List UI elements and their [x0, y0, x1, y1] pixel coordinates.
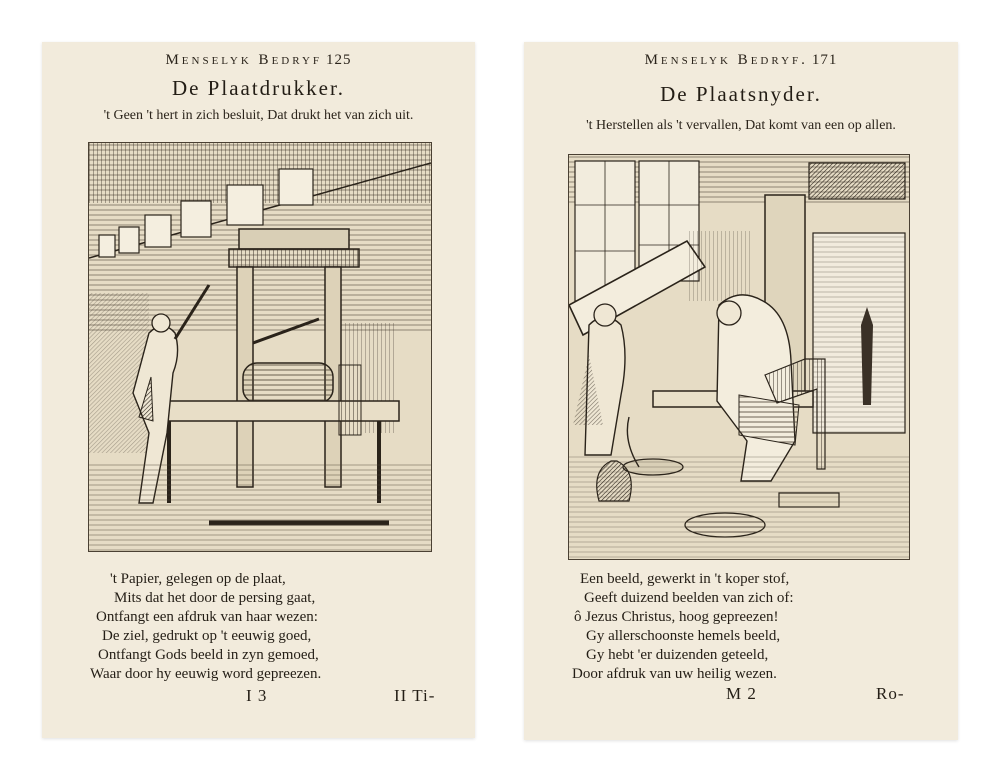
page-number: 125: [326, 52, 352, 68]
signature-mark: M 2: [726, 684, 757, 703]
engraving-plate-engraver: [568, 154, 910, 560]
verse-line: Door afdruk van uw heilig wezen.: [572, 666, 777, 682]
verse-line: Waar door hy eeuwig word gepreezen.: [90, 666, 322, 682]
verse-line: Gy hebt 'er duizenden geteeld,: [586, 647, 769, 663]
verse-line: Ontfangt Gods beeld in zyn gemoed,: [98, 647, 319, 663]
motto: 't Geen 't hert in zich besluit, Dat drukt het van zich uit.: [103, 108, 414, 123]
verse-line: Geeft duizend beelden van zich of:: [584, 590, 794, 606]
running-header: [42, 52, 475, 69]
page-title: De Plaatsnyder.: [660, 82, 822, 106]
catchword: II Ti-: [394, 686, 436, 705]
running-header: [524, 52, 958, 69]
header-text: Menselyk Bedryf: [165, 52, 323, 68]
verse-line: ô Jezus Christus, hoog gepreezen!: [574, 609, 779, 625]
verse-line: 't Papier, gelegen op de plaat,: [110, 571, 286, 587]
engraving-workshop: [569, 155, 909, 559]
right-page: [524, 42, 958, 740]
verse-line: Gy allerschoonste hemels beeld,: [586, 628, 781, 644]
verse: [90, 570, 322, 684]
signature-mark: I 3: [246, 686, 268, 705]
verse-line: Mits dat het door de persing gaat,: [114, 590, 316, 606]
page-number: 171: [811, 52, 838, 68]
verse: [572, 570, 794, 684]
catchword: Ro-: [876, 684, 905, 703]
engraving-printing-press: [89, 143, 431, 551]
verse-line: Een beeld, gewerkt in 't koper stof,: [580, 571, 790, 587]
page-title: De Plaatdrukker.: [171, 76, 346, 100]
left-page: [42, 42, 475, 738]
header-text: Menselyk Bedryf.: [644, 52, 808, 68]
motto: 't Herstellen als 't vervallen, Dat komt van een op allen.: [586, 118, 896, 133]
engraving-plate-printer: [88, 142, 432, 552]
verse-line: De ziel, gedrukt op 't eeuwig goed,: [102, 628, 312, 644]
verse-line: Ontfangt een afdruk van haar wezen:: [96, 609, 318, 625]
